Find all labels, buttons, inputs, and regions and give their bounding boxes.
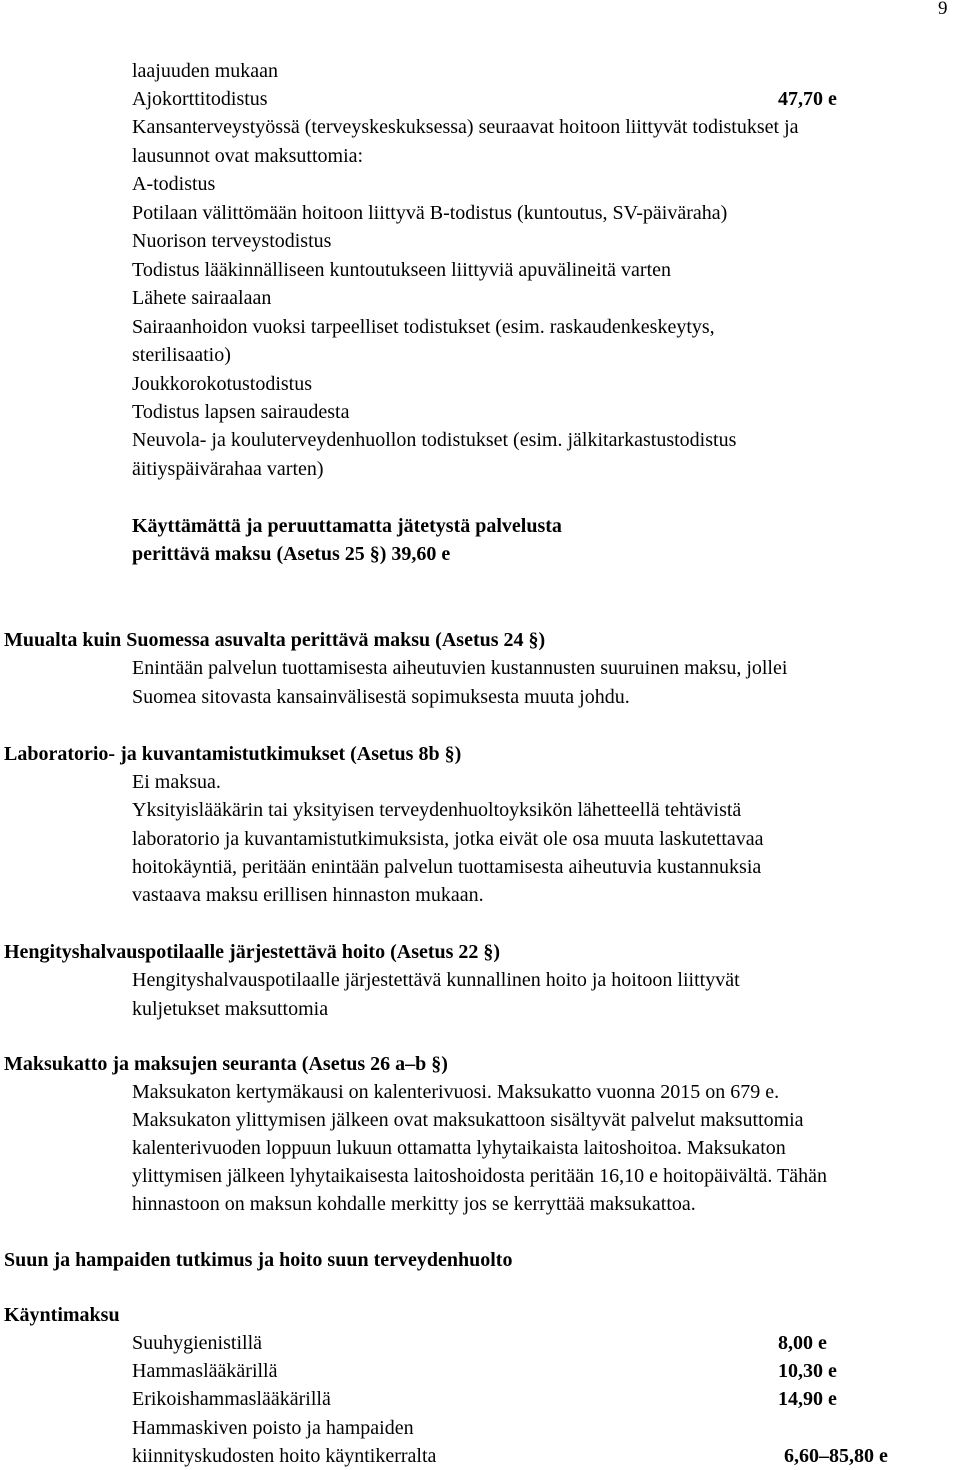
laboratory-text: hoitokäyntiä, peritään enintään palvelun tuottamisesta aiheutuvia kustannuksia — [132, 856, 762, 878]
dental-fee-label: Hammaslääkärillä — [132, 1360, 278, 1382]
driving-licence-certificate-price: 47,70 e — [778, 88, 837, 110]
respiratory-care-text: Hengityshalvauspotilaalle järjestettävä kunnallinen hoito ja hoitoon liittyvät — [132, 969, 740, 991]
laboratory-text: Ei maksua. — [132, 771, 221, 793]
dental-fee-label: Suuhygienistillä — [132, 1332, 262, 1354]
dental-fee-price: 8,00 e — [778, 1332, 827, 1354]
dental-fee-label: Hammaskiven poisto ja hampaiden — [132, 1417, 414, 1439]
dental-fee-price: 6,60–85,80 e — [784, 1445, 888, 1467]
foreign-resident-fee-heading: Muualta kuin Suomessa asuvalta perittävä maksu (Asetus 24 §) — [4, 629, 546, 651]
laboratory-heading: Laboratorio- ja kuvantamistutkimukset (Asetus 8b §) — [4, 743, 462, 765]
payment-cap-text: Maksukaton kertymäkausi on kalenterivuosi. Maksukatto vuonna 2015 on 679 e. — [132, 1081, 780, 1103]
no-show-fee-amount: perittävä maksu (Asetus 25 §) 39,60 e — [132, 543, 451, 565]
dental-fee-price: 14,90 e — [778, 1388, 837, 1410]
respiratory-care-heading: Hengityshalvauspotilaalle järjestettävä hoito (Asetus 22 §) — [4, 941, 501, 963]
laboratory-text: laboratorio ja kuvantamistutkimuksista, jotka eivät ole osa muuta laskutettavaa — [132, 828, 764, 850]
dental-care-heading: Suun ja hampaiden tutkimus ja hoito suun terveydenhuolto — [4, 1249, 513, 1271]
free-certificate-item: Nuorison terveystodistus — [132, 230, 332, 252]
dental-fee-price: 10,30 e — [778, 1360, 837, 1382]
free-certificates-text: lausunnot ovat maksuttomia: — [132, 145, 364, 167]
free-certificate-item: A-todistus — [132, 173, 216, 195]
free-certificate-item: äitiyspäivärahaa varten) — [132, 458, 324, 480]
free-certificate-item: Potilaan välittömään hoitoon liittyvä B-todistus (kuntoutus, SV-päiväraha) — [132, 202, 728, 224]
payment-cap-text: hinnastoon on maksun kohdalle merkitty jos se kerryttää maksukattoa. — [132, 1193, 696, 1215]
payment-cap-text: ylittymisen jälkeen lyhytaikaisesta laitoshoidosta peritään 16,10 e hoitopäivältä. Tähän — [132, 1165, 828, 1187]
free-certificate-item: Lähete sairaalaan — [132, 287, 272, 309]
driving-licence-certificate-label: Ajokorttitodistus — [132, 88, 268, 110]
foreign-resident-fee-text: Enintään palvelun tuottamisesta aiheutuvien kustannusten suuruinen maksu, jollei — [132, 657, 788, 679]
laboratory-text: Yksityislääkärin tai yksityisen terveydenhuoltoyksikön lähetteellä tehtävistä — [132, 799, 742, 821]
free-certificate-item: Todistus lääkinnälliseen kuntoutukseen liittyviä apuvälineitä varten — [132, 259, 672, 281]
dental-fee-label: kiinnityskudosten hoito käyntikerralta — [132, 1445, 437, 1467]
no-show-fee-heading: Käyttämättä ja peruuttamatta jätetystä palvelusta — [132, 515, 562, 537]
payment-cap-text: kalenterivuoden loppuun lukuun ottamatta lyhytaikaista laitoshoitoa. Maksukaton — [132, 1137, 786, 1159]
payment-cap-text: Maksukaton ylittymisen jälkeen ovat maksukattoon sisältyvät palvelut maksuttomia — [132, 1109, 804, 1131]
free-certificate-item: Todistus lapsen sairaudesta — [132, 401, 350, 423]
dental-fee-label: Erikoishammaslääkärillä — [132, 1388, 331, 1410]
respiratory-care-text: kuljetukset maksuttomia — [132, 998, 329, 1020]
intro-line: laajuuden mukaan — [132, 60, 279, 82]
free-certificate-item: Neuvola- ja kouluterveydenhuollon todistukset (esim. jälkitarkastustodistus — [132, 429, 737, 451]
free-certificate-item: Joukkorokotustodistus — [132, 373, 313, 395]
free-certificate-item: Sairaanhoidon vuoksi tarpeelliset todistukset (esim. raskaudenkeskeytys, — [132, 316, 715, 338]
laboratory-text: vastaava maksu erillisen hinnaston mukaan. — [132, 884, 484, 906]
free-certificate-item: sterilisaatio) — [132, 344, 231, 366]
foreign-resident-fee-text: Suomea sitovasta kansainvälisestä sopimuksesta muuta johdu. — [132, 686, 630, 708]
free-certificates-text: Kansanterveystyössä (terveyskeskuksessa) seuraavat hoitoon liittyvät todistukset ja — [132, 116, 799, 138]
visit-fee-heading: Käyntimaksu — [4, 1304, 120, 1326]
payment-cap-heading: Maksukatto ja maksujen seuranta (Asetus 26 a–b §) — [4, 1053, 448, 1075]
page-number: 9 — [938, 0, 948, 19]
